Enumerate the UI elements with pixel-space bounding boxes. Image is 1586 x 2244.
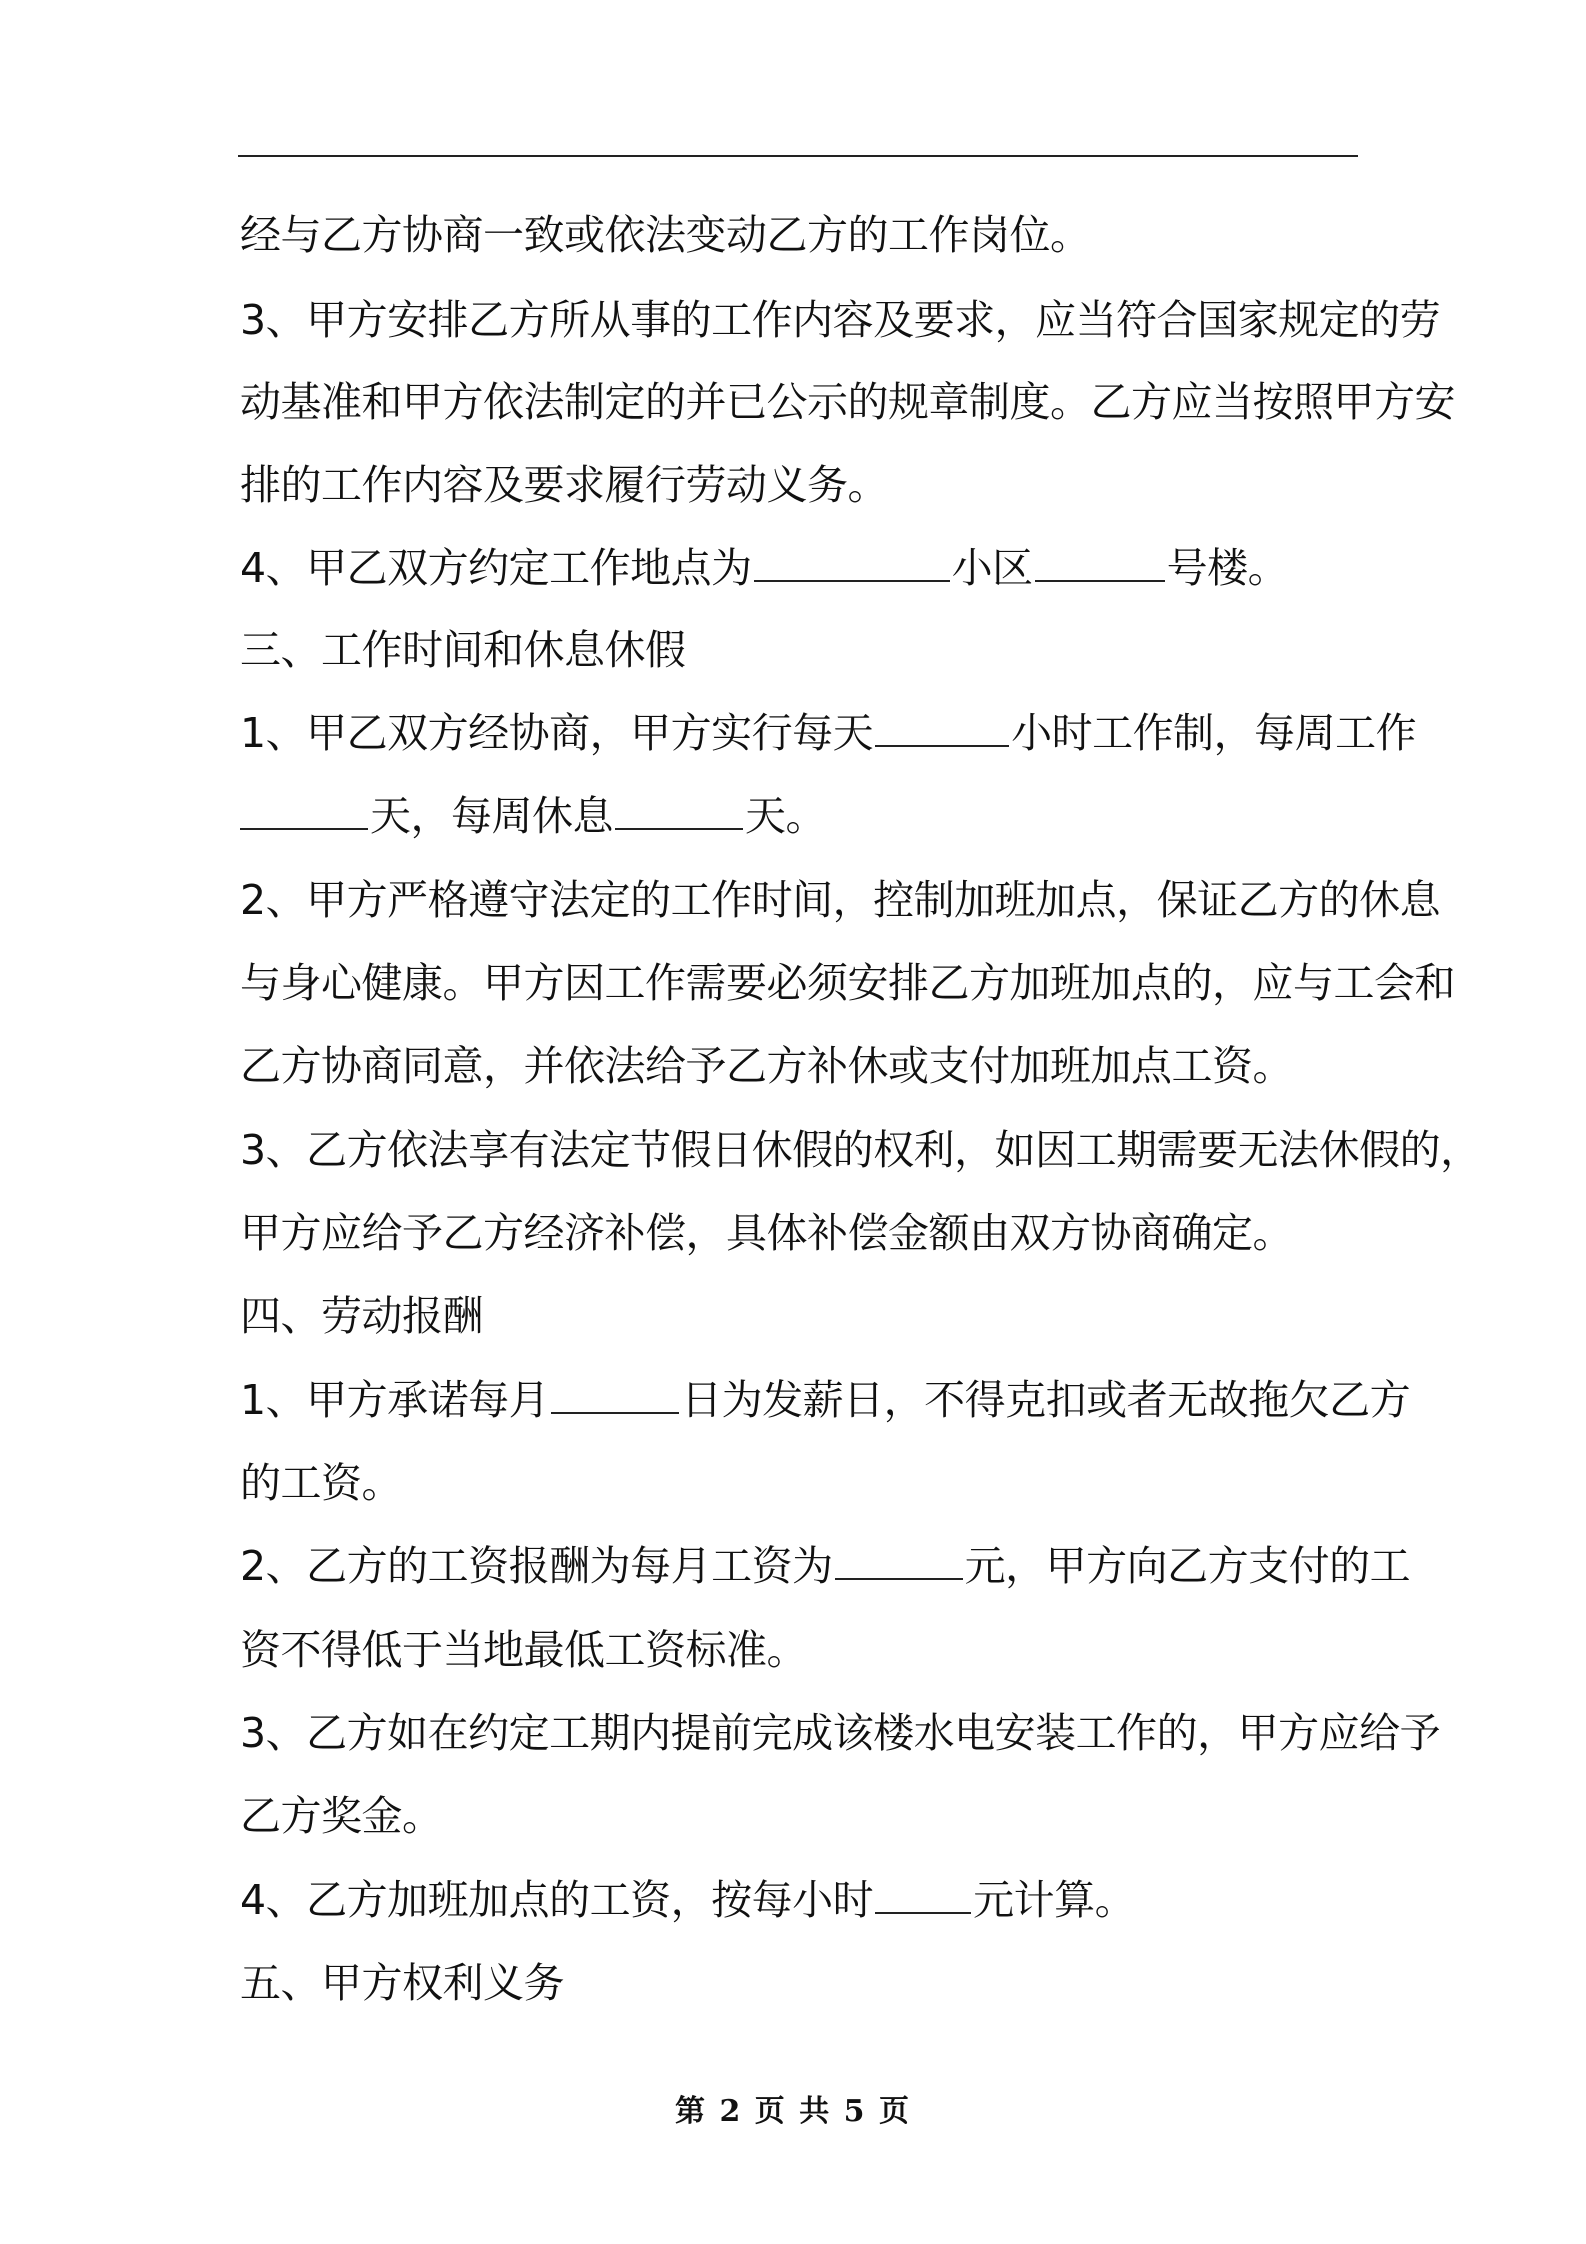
text-segment: 2、甲方严格遵守法定的工作时间，控制加班加点，保证乙方的休息 — [240, 876, 1441, 924]
section-heading — [240, 1953, 564, 2013]
text-segment: 号楼。 — [1166, 544, 1289, 592]
text-line — [240, 953, 1455, 1013]
text-line — [240, 1703, 1440, 1763]
text-segment: 乙方协商同意，并依法给予乙方补休或支付加班加点工资。 — [240, 1042, 1293, 1090]
text-line — [240, 372, 1455, 432]
text-line — [240, 1870, 1135, 1930]
text-line — [240, 1620, 807, 1680]
text-segment: 1、甲乙双方经协商，甲方实行每天 — [240, 709, 874, 757]
text-segment: 2、乙方的工资报酬为每月工资为 — [240, 1542, 833, 1590]
fill-in-blank — [551, 1372, 679, 1414]
section-heading — [240, 620, 686, 680]
text-segment: 天。 — [745, 792, 826, 840]
text-segment: 元，甲方向乙方支付的工 — [964, 1542, 1411, 1590]
fill-in-blank — [615, 788, 743, 830]
fill-in-blank — [754, 540, 950, 582]
fill-in-blank — [835, 1538, 963, 1580]
text-line — [240, 205, 1091, 265]
text-line — [240, 1453, 402, 1513]
text-line — [240, 786, 826, 846]
text-line — [240, 538, 1288, 598]
text-segment: 动基准和甲方依法制定的并已公示的规章制度。乙方应当按照甲方安 — [240, 378, 1455, 426]
text-segment: 的工资。 — [240, 1459, 402, 1507]
text-line — [240, 703, 1416, 763]
text-line — [240, 1370, 1410, 1430]
text-segment: 与身心健康。甲方因工作需要必须安排乙方加班加点的，应与工会和 — [240, 959, 1455, 1007]
text-segment: 4、甲乙双方约定工作地点为 — [240, 544, 752, 592]
text-line — [240, 1120, 1481, 1180]
text-segment: 五、甲方权利义务 — [240, 1959, 564, 2007]
text-segment: 乙方奖金。 — [240, 1792, 443, 1840]
text-segment: 4、乙方加班加点的工资，按每小时 — [240, 1876, 874, 1924]
text-line — [240, 870, 1440, 930]
text-segment: 3、乙方依法享有法定节假日休假的权利，如因工期需要无法休假的， — [240, 1126, 1481, 1174]
page-number-label: 第 2 页 共 5 页 — [675, 2094, 911, 2129]
text-segment: 排的工作内容及要求履行劳动义务。 — [240, 461, 888, 509]
text-line — [240, 290, 1440, 350]
page-footer — [0, 2092, 1586, 2132]
text-line — [240, 1786, 443, 1846]
text-segment: 日为发薪日，不得克扣或者无故拖欠乙方 — [681, 1376, 1411, 1424]
text-line — [240, 1036, 1293, 1096]
fill-in-blank — [240, 788, 368, 830]
section-heading — [240, 1286, 483, 1346]
fill-in-blank — [1035, 540, 1165, 582]
text-segment: 甲方应给予乙方经济补偿，具体补偿金额由双方协商确定。 — [240, 1209, 1293, 1257]
fill-in-blank — [875, 705, 1009, 747]
fill-in-blank — [875, 1872, 971, 1914]
text-line — [240, 1203, 1293, 1263]
text-segment: 经与乙方协商一致或依法变动乙方的工作岗位。 — [240, 211, 1091, 259]
header-rule — [238, 155, 1358, 157]
text-segment: 资不得低于当地最低工资标准。 — [240, 1626, 807, 1674]
text-segment: 小时工作制，每周工作 — [1011, 709, 1417, 757]
text-segment: 3、乙方如在约定工期内提前完成该楼水电安装工作的，甲方应给予 — [240, 1709, 1441, 1757]
text-line — [240, 1536, 1410, 1596]
text-segment: 3、甲方安排乙方所从事的工作内容及要求，应当符合国家规定的劳 — [240, 296, 1441, 344]
text-segment: 元计算。 — [973, 1876, 1136, 1924]
text-segment: 三、工作时间和休息休假 — [240, 626, 686, 674]
text-line — [240, 455, 888, 515]
text-segment: 小区 — [951, 544, 1033, 592]
text-segment: 天，每周休息 — [370, 792, 613, 840]
text-segment: 四、劳动报酬 — [240, 1292, 483, 1340]
text-segment: 1、甲方承诺每月 — [240, 1376, 550, 1424]
